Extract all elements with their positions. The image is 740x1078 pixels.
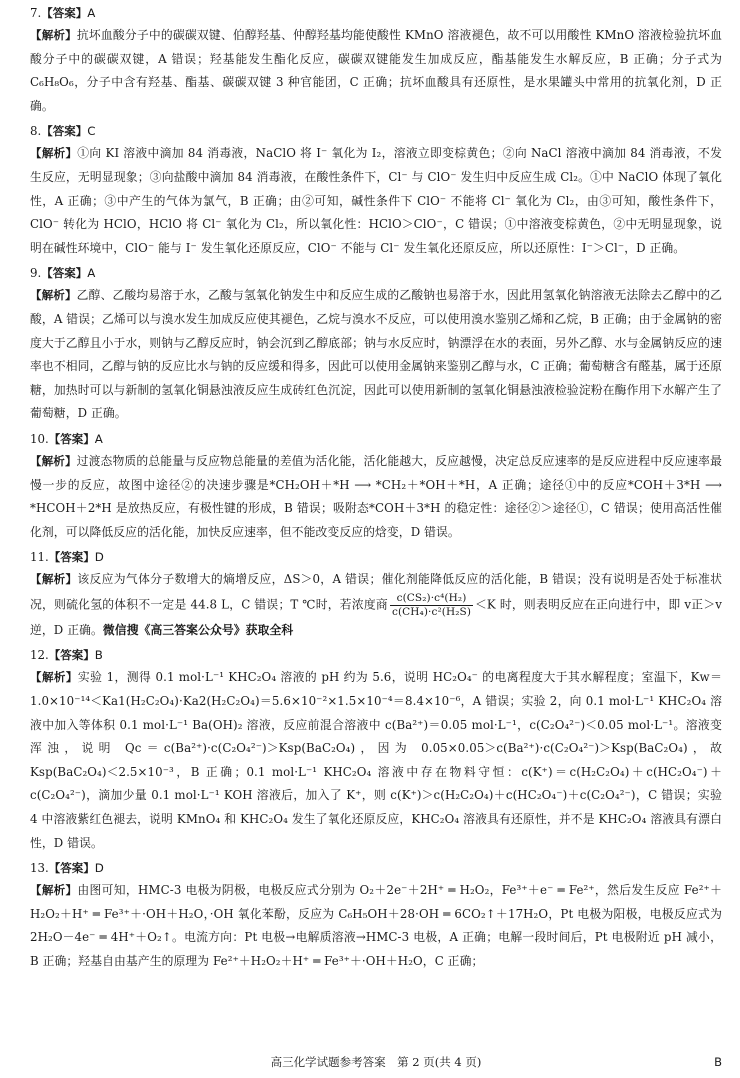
question-9 (30, 262, 722, 426)
footer-version-letter: B (714, 1055, 722, 1069)
question-12 (30, 644, 722, 855)
explanation-tag: 【解析】 (30, 453, 77, 468)
answer-tag: 【答案】 (41, 266, 88, 281)
answer-tag: 【答案】 (48, 431, 95, 446)
explanation-text: 过渡态物质的总能量与反应物总能量的差值为活化能，活化能越大，反应越慢，决定总反应速率的是反应进程中反应速率最慢一步的反应，故图中途径②的决速步骤是*CH₂OH＋*H ⟶ *CH₂＋*OH＋*H，A 正确；途径①中的反应*COH＋3*H ⟶ *HCOH＋2*H 是放热反应，有极性键的形成，B 错误；吸附态*COH＋3*H 的稳定性：途径②＞途径①，C 错误；使用高活性催化剂，可以降低反应的活化能，加快反应速率，但不能改变反应的焓变，D 错误。 (30, 453, 722, 539)
answer-tag: 【答案】 (48, 648, 95, 663)
fraction-numerator: c(CS₂)·c⁴(H₂) (390, 592, 473, 606)
explanation-text: 该反应为气体分子数增大的熵增反应，ΔS＞0，A 错误；催化剂能降低反应的活化能，B 错误；没有说明是否处于标准状况，则硫化氢的体积不一定是 44.8 L，C 错误；T ℃时，若浓度商 (30, 572, 722, 612)
explanation-tag: 【解析】 (30, 288, 77, 303)
question-number: 10. (30, 431, 49, 446)
question-number: 9. (30, 266, 42, 281)
question-number: 12. (30, 648, 49, 663)
question-11 (30, 546, 722, 642)
question-number: 11. (30, 550, 49, 565)
answer-tag: 【答案】 (41, 6, 88, 20)
question-8 (30, 120, 722, 260)
answer-tag: 【答案】 (48, 550, 95, 565)
explanation-text: 由图可知，HMC-3 电极为阴极，电极反应式分别为 O₂＋2e⁻＋2H⁺ ═ H₂O₂，Fe³⁺＋e⁻ ═ Fe²⁺，然后发生反应 Fe²⁺＋H₂O₂＋H⁺ ═ Fe³⁺＋·OH＋H₂O，·OH 氧化苯酚，反应为 C₆H₅OH＋28·OH ═ 6CO₂↑＋17H₂O，Pt 电极为阳极，电极反应式为 2H₂O－4e⁻ ═ 4H⁺＋O₂↑。电流方向：Pt 电极→电解质溶液→HMC-3 电极，A 正确；电解一段时间后，Pt 电极附近 pH 减小，B 正确；羟基自由基产生的原理为 Fe²⁺＋H₂O₂＋H⁺ ═ Fe³⁺＋·OH＋H₂O，C 正确； (30, 883, 722, 968)
question-header (30, 428, 722, 450)
explanation (30, 142, 722, 260)
question-header (30, 644, 722, 666)
explanation (30, 284, 722, 426)
question-header (30, 546, 722, 568)
explanation (30, 568, 722, 642)
explanation-tag: 【解析】 (30, 670, 78, 685)
question-7 (30, 2, 722, 118)
explanation-text: 乙醇、乙酸均易溶于水，乙酸与氢氧化钠发生中和反应生成的乙酸钠也易溶于水，因此用氢氧化钠溶液无法除去乙醇中的乙酸，A 错误；乙烯可以与溴水发生加成反应使其褪色，乙烷与溴水不反应，可以使用溴水鉴别乙烯和乙烷，B 正确；由于金属钠的密度大于乙醇且小于水，则钠与乙醇反应时，钠会沉到乙醇底部；钠与水反应时，钠漂浮在水的表面，另外乙醇、水与金属钠反应的速率也不相同，乙醇与钠的反应比水与钠的反应缓和得多，因此可以使用金属钠来鉴别乙醇与水，C 正确；葡萄糖含有醛基，属于还原糖，加热时可以与新制的氢氧化铜悬浊液反应生成砖红色沉淀，因此可以使用新制的氢氧化铜悬浊液检验淀粉在酶作用下水解产生了葡萄糖，D 正确。 (30, 288, 722, 421)
answer-tag: 【答案】 (41, 124, 88, 139)
answer-letter: A (87, 6, 96, 20)
explanation-tag: 【解析】 (30, 572, 78, 587)
explanation-text-continued: ＜K 时，则表明反应在正向进行中，即 v正＞v逆，D 正确。 (30, 597, 722, 637)
question-number: 7. (30, 6, 42, 20)
question-header (30, 262, 722, 284)
answer-letter: D (94, 861, 104, 876)
explanation (30, 24, 722, 118)
question-header (30, 857, 722, 879)
fraction-denominator: c(CH₄)·c²(H₂S) (391, 605, 472, 618)
explanation-text: 实验 1，测得 0.1 mol·L⁻¹ KHC₂O₄ 溶液的 pH 约为 5.6，说明 HC₂O₄⁻ 的电离程度大于其水解程度；室温下，Kw＝1.0×10⁻¹⁴＜Ka1(H₂C₂O₄)·Ka2(H₂C₂O₄)＝5.6×10⁻²×1.5×10⁻⁴＝8.4×10⁻⁶，A 错误；实验 2，向 0.1 mol·L⁻¹ KHC₂O₄ 溶液中加入等体积 0.1 mol·L⁻¹ Ba(OH)₂ 溶液，反应前混合溶液中 c(Ba²⁺)＝0.05 mol·L⁻¹，c(C₂O₄²⁻)＜0.05 mol·L⁻¹。溶液变浑浊，说明 Qc＝c(Ba²⁺)·c(C₂O₄²⁻)＞Ksp(BaC₂O₄)，因为 0.05×0.05＞c(Ba²⁺)·c(C₂O₄²⁻)＞Ksp(BaC₂O₄)，故 Ksp(BaC₂O₄)＜2.5×10⁻³，B 正确；0.1 mol·L⁻¹ KHC₂O₄ 溶液中存在物料守恒：c(K⁺)＝c(H₂C₂O₄)＋c(HC₂O₄⁻)＋c(C₂O₄²⁻)，滴加少量 0.1 mol·L⁻¹ KOH 溶液后，加入了 K⁺，则 c(K⁺)＞c(H₂C₂O₄)＋c(HC₂O₄⁻)＋c(C₂O₄²⁻)，C 错误；实验 4 中溶液紫红色褪去，说明 KMnO₄ 和 KHC₂O₄ 发生了氧化还原反应，KHC₂O₄ 溶液具有还原性，并不是 KHC₂O₄ 溶液具有漂白性，D 错误。 (30, 670, 722, 850)
explanation-text: 抗坏血酸分子中的碳碳双键、伯醇羟基、仲醇羟基均能使酸性 KMnO 溶液褪色，故不可以用酸性 KMnO 溶液检验抗坏血酸分子中的碳碳双键，A 错误；羟基能发生酯化反应，碳碳双键能发生加成反应，酯基能发生水解反应，B 正确；分子式为 C₆H₈O₆，分子中含有羟基、酯基、碳碳双键 3 种官能团，C 正确；抗坏血酸具有还原性，是水果罐头中常用的抗氧化剂，D 正确。 (30, 28, 722, 113)
question-number: 13. (30, 861, 49, 876)
answer-letter: C (87, 124, 96, 139)
page-footer (30, 1052, 722, 1072)
reaction-quotient-fraction (390, 592, 473, 619)
explanation-text: ①向 KI 溶液中滴加 84 消毒液，NaClO 将 I⁻ 氧化为 I₂，溶液立即变棕黄色；②向 NaCl 溶液中滴加 84 消毒液，不发生反应，无明显现象；③向盐酸中滴加 84 消毒液，在酸性条件下，Cl⁻ 与 ClO⁻ 发生归中反应生成 Cl₂。①中 NaClO 体现了氧化性，A 正确；③中产生的气体为氯气，B 正确；由②可知，碱性条件下 ClO⁻ 不能将 Cl⁻ 氧化为 Cl₂，由③可知，酸性条件下，ClO⁻ 转化为 HClO，HClO 将 Cl⁻ 氧化为 Cl₂，所以氧化性：HClO＞ClO⁻，C 错误；①中溶液变棕黄色，②中无明显现象，说明在碱性环境中，ClO⁻ 能与 I⁻ 发生氧化还原反应，ClO⁻ 不能与 Cl⁻ 发生氧化还原反应，所以还原性：I⁻＞Cl⁻，D 正确。 (30, 146, 722, 255)
explanation-tag: 【解析】 (30, 883, 78, 898)
explanation-tag: 【解析】 (30, 146, 78, 161)
explanation (30, 666, 722, 855)
question-13 (30, 857, 722, 973)
promo-note: 微信搜《高三答案公众号》获取全科 (102, 622, 294, 637)
explanation-tag: 【解析】 (30, 28, 77, 42)
answer-letter: A (87, 266, 96, 281)
explanation (30, 879, 722, 973)
answer-letter: A (94, 431, 103, 446)
question-header (30, 2, 722, 24)
answer-letter: D (94, 550, 104, 565)
question-header (30, 120, 722, 142)
question-10 (30, 428, 722, 544)
answer-tag: 【答案】 (48, 861, 95, 876)
explanation (30, 450, 722, 544)
footer-page-info: 高三化学试题参考答案 第 2 页(共 4 页) (270, 1055, 482, 1069)
question-number: 8. (30, 124, 42, 139)
answer-letter: B (94, 648, 103, 663)
